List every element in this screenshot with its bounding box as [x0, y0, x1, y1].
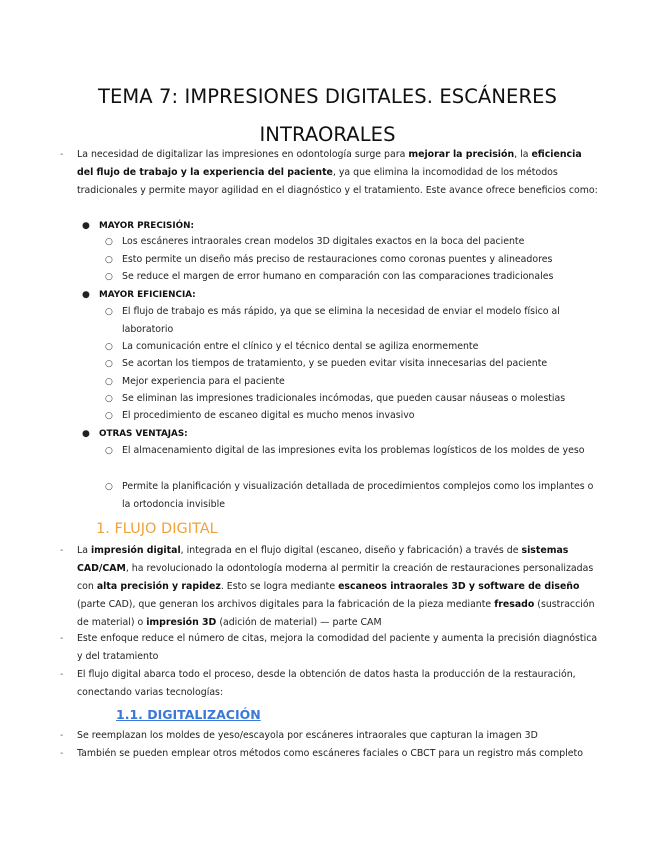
circle-marker: ○ [105, 377, 113, 387]
section11-item-1 [60, 727, 600, 745]
group-heading: OTRAS VENTAJAS: [99, 429, 188, 439]
circle-marker: ○ [105, 411, 113, 421]
intro-paragraph [60, 146, 600, 200]
bold-run: sistemas CAD/CAM [77, 545, 569, 574]
circle-marker: ○ [105, 255, 113, 265]
circle-marker: ○ [105, 482, 113, 492]
bullet-marker: ● [82, 429, 90, 439]
circle-marker: ○ [105, 446, 113, 456]
subsection-heading-digitalizacion: 1.1. DIGITALIZACIÓN [116, 707, 261, 722]
list-item-text: El flujo de trabajo es más rápido, ya que se elimina la necesidad de enviar el modelo físico al laboratorio [122, 306, 560, 335]
bold-run: impresión digital [90, 545, 181, 556]
bold-run: impresión 3D [146, 617, 217, 628]
text-run: , ha revolucionado la odontología moderna al permitir la creación de restauraciones personalizadas con [77, 563, 594, 592]
dash-marker: - [60, 149, 64, 160]
dash-marker: - [60, 633, 64, 644]
list-item [105, 251, 595, 269]
list-item-text: Esto permite un diseño más preciso de restauraciones como coronas puentes y alineadores [122, 254, 553, 265]
bold-run: eficiencia del flujo de trabajo y la experiencia del paciente [77, 149, 582, 178]
list-item [105, 442, 595, 460]
group-heading-efficiency [82, 286, 600, 304]
circle-marker: ○ [105, 342, 113, 352]
group-heading: MAYOR EFICIENCIA: [99, 290, 196, 300]
bold-run: mejorar la precisión [408, 149, 515, 160]
paragraph-text [77, 542, 600, 632]
bold-run: fresado [494, 599, 535, 610]
section1-paragraph-2 [60, 630, 600, 666]
circle-marker: ○ [105, 359, 113, 369]
intro-text [77, 146, 600, 200]
bold-run: alta precisión y rapidez [96, 581, 221, 592]
text-run: . Esto se logra mediante [220, 581, 339, 592]
section-heading-flujo-digital: 1. FLUJO DIGITAL [96, 521, 218, 537]
dash-marker: - [60, 730, 64, 741]
text-run: , integrada en el flujo digital (escaneo, diseño y fabricación) a través de [180, 545, 522, 556]
dash-marker: - [60, 545, 64, 556]
section1-paragraph-1 [60, 542, 600, 632]
list-item [105, 303, 595, 339]
paragraph-text: El flujo digital abarca todo el proceso, desde la obtención de datos hasta la producción de la restauración, conectando varias tecnologías: [77, 669, 576, 698]
bullet-marker: ● [82, 221, 90, 231]
group-heading-other [82, 425, 600, 443]
document-title: TEMA 7: IMPRESIONES DIGITALES. ESCÁNERES INTRAORALES [97, 85, 558, 146]
circle-marker: ○ [105, 307, 113, 317]
list-item [105, 407, 595, 425]
list-item [105, 338, 595, 356]
bullet-marker: ● [82, 290, 90, 300]
text-run: La [77, 545, 91, 556]
list-item-text: Permite la planificación y visualización detallada de procedimientos complejos como los implantes o la ortodoncia invisible [122, 481, 594, 510]
circle-marker: ○ [105, 394, 113, 404]
bold-run: escaneos intraorales 3D y software de diseño [338, 581, 580, 592]
list-item [105, 355, 595, 373]
circle-marker: ○ [105, 237, 113, 247]
list-item [105, 478, 595, 514]
list-item-text: Los escáneres intraorales crean modelos 3D digitales exactos en la boca del paciente [122, 236, 525, 247]
paragraph-text: Este enfoque reduce el número de citas, mejora la comodidad del paciente y aumenta la precisión diagnóstica y del tratamiento [77, 633, 598, 662]
text-run: , la [514, 149, 532, 160]
text-run: (parte CAD), que generan los archivos digitales para la fabricación de la pieza mediante [77, 599, 495, 610]
list-item-text: Se reduce el margen de error humano en comparación con las comparaciones tradicionales [122, 271, 554, 282]
list-item [105, 390, 595, 408]
text-run: (adición de material) — parte CAM [216, 617, 382, 628]
paragraph-text: Se reemplazan los moldes de yeso/escayola por escáneres intraorales que capturan la imagen 3D [77, 730, 538, 741]
list-item-text: Mejor experiencia para el paciente [122, 376, 285, 387]
list-item-text: Se acortan los tiempos de tratamiento, y se pueden evitar visita innecesarias del paciente [122, 358, 548, 369]
dash-marker: - [60, 748, 64, 759]
paragraph-text: También se pueden emplear otros métodos como escáneres faciales o CBCT para un registro más completo [77, 748, 583, 759]
circle-marker: ○ [105, 272, 113, 282]
group-heading: MAYOR PRECISIÓN: [99, 221, 195, 231]
list-item-text: La comunicación entre el clínico y el técnico dental se agiliza enormemente [122, 341, 479, 352]
list-item-text: Se eliminan las impresiones tradicionales incómodas, que pueden causar náuseas o molestias [122, 393, 566, 404]
list-item [105, 373, 595, 391]
dash-marker: - [60, 669, 64, 680]
text-run: (sustracción de material) o [77, 599, 595, 628]
list-item [105, 268, 595, 286]
section1-paragraph-3 [60, 666, 600, 702]
list-item-text: El procedimiento de escaneo digital es mucho menos invasivo [122, 410, 415, 421]
text-run: , ya que elimina la incomodidad de los métodos tradicionales y permite mayor agilidad en el diagnóstico y el tratamiento. Este avance ofrece beneficios como: [77, 167, 598, 196]
list-item-text: El almacenamiento digital de las impresiones evita los problemas logísticos de los moldes de yeso [122, 445, 585, 456]
section11-item-2 [60, 745, 600, 763]
text-run: La necesidad de digitalizar las impresiones en odontología surge para [77, 149, 409, 160]
list-item [105, 233, 595, 251]
